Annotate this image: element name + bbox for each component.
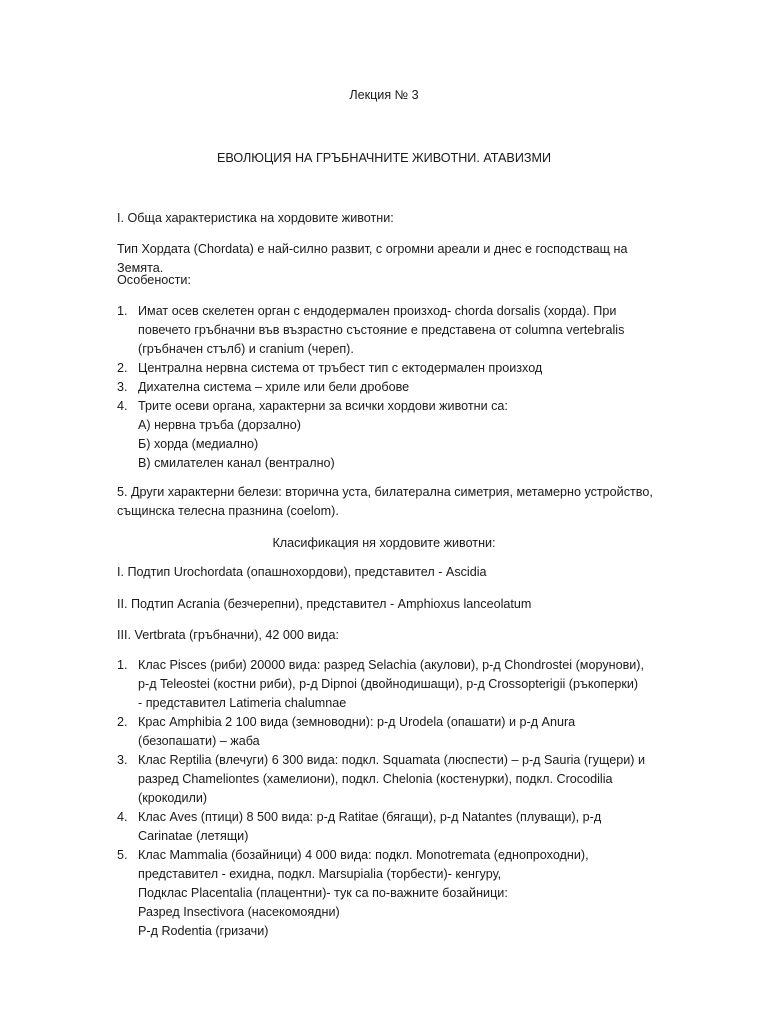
list-number: 3. (117, 753, 128, 767)
list-item (117, 808, 677, 846)
classification-heading: Класификация ня хордовите животни: (272, 536, 496, 550)
list-text (138, 359, 677, 378)
item-five-line-2: същинска телесна празнина (coelom). (117, 504, 339, 518)
classes-list (117, 656, 677, 941)
line: Трите осеви органа, характерни за всички хордови животни са: (138, 399, 508, 413)
line: Клас Aves (птици) 8 500 вида: р-д Ratitae (бягащи), р-д Natantes (плуващи), р-д (138, 810, 602, 824)
list-text (138, 302, 677, 359)
list-item (117, 397, 677, 473)
line: (гръбначен стълб) и cranium (череп). (138, 342, 354, 356)
list-item (117, 846, 677, 941)
list-number: 2. (117, 715, 128, 729)
line: разред Chameliontes (хамелиони), подкл. Chelonia (костенурки), подкл. Crocodilia (138, 772, 613, 786)
features-list (117, 302, 677, 473)
list-number: 1. (117, 304, 128, 318)
subtype-urochordata: I. Подтип Urochordata (опашнохордови), представител - Ascidia (117, 565, 487, 579)
lecture-number: Лекция № 3 (349, 88, 419, 102)
line: Имат осев скелетен орган с ендодермален произход- chorda dorsalis (хорда). При (138, 304, 617, 318)
line: - представител Latimeria chalumnae (138, 696, 347, 710)
list-text (138, 397, 677, 473)
list-text (138, 751, 677, 808)
features-heading: Особености: (117, 273, 191, 287)
list-item (117, 378, 677, 397)
line: Клас Reptilia (влечуги) 6 300 вида: подкл. Squamata (люспести) – р-д Sauria (гущери) и (138, 753, 646, 767)
list-text (138, 846, 677, 941)
line: (крокодили) (138, 791, 208, 805)
line: р-д Teleostei (костни риби), р-д Dipnoi (двойнодишащи), р-д Crossopterigii (ръкоперки) (138, 677, 639, 691)
list-number: 4. (117, 810, 128, 824)
list-item (117, 751, 677, 808)
line: представител - ехидна, подкл. Marsupialia (торбести)- кенгуру, (138, 867, 502, 881)
subtype-acrania: II. Подтип Acrania (безчерепни), представител - Amphioxus lanceolatum (117, 597, 532, 611)
subtype-vertebrata: III. Vertbrata (гръбначни), 42 000 вида: (117, 628, 339, 642)
section-heading: I. Обща характеристика на хордовите животни: (117, 211, 394, 225)
list-number: 1. (117, 658, 128, 672)
line: Клас Mammalia (бозайници) 4 000 вида: подкл. Monotremata (еднопроходни), (138, 848, 589, 862)
line: Подклас Placentalia (плацентни)- тук са по-важните бозайници: (138, 886, 508, 900)
line: Carinatae (летящи) (138, 829, 249, 843)
line: Клас Pisces (риби) 20000 вида: разред Selachia (акулови), р-д Chondrostei (морунови), (138, 658, 644, 672)
line: (безопашати) – жаба (138, 734, 260, 748)
item-five-line-1: 5. Други характерни белези: вторична уста, билатерална симетрия, метамерно устройство, (117, 485, 653, 499)
line: повечето гръбначни във възрастно състояние е представена от columna vertebralis (138, 323, 625, 337)
list-text (138, 808, 677, 846)
list-number: 5. (117, 848, 128, 862)
list-number: 2. (117, 361, 128, 375)
list-number: 3. (117, 380, 128, 394)
list-item (117, 302, 677, 359)
list-text (138, 713, 677, 751)
line: Б) хорда (медиално) (138, 437, 259, 451)
line: Дихателна система – хриле или бели дробове (138, 380, 410, 394)
item-five-paragraph (117, 483, 677, 521)
list-item (117, 713, 677, 751)
list-item (117, 359, 677, 378)
document-title: ЕВОЛЮЦИЯ НА ГРЪБНАЧНИТЕ ЖИВОТНИ. АТАВИЗМИ (216, 151, 552, 165)
line (117, 483, 677, 502)
line: Крас Amphibia 2 100 вида (земноводни): р-д Urodela (опашати) и р-д Anura (138, 715, 576, 729)
line: Централна нервна система от тръбест тип с ектодермален произход (138, 361, 543, 375)
line: А) нервна тръба (дорзално) (138, 418, 301, 432)
intro-paragraph: Тип Хордата (Chordata) е най-силно развит, с огромни ареали и днес е господстващ на Земята. (117, 242, 628, 275)
line: В) смилателен канал (вентрално) (138, 456, 335, 470)
list-text (138, 378, 677, 397)
line: Разред Insectivora (насекомоядни) (138, 905, 340, 919)
list-number: 4. (117, 399, 128, 413)
list-item (117, 656, 677, 713)
line: Р-д Rodentia (гризачи) (138, 924, 269, 938)
list-text (138, 656, 677, 713)
